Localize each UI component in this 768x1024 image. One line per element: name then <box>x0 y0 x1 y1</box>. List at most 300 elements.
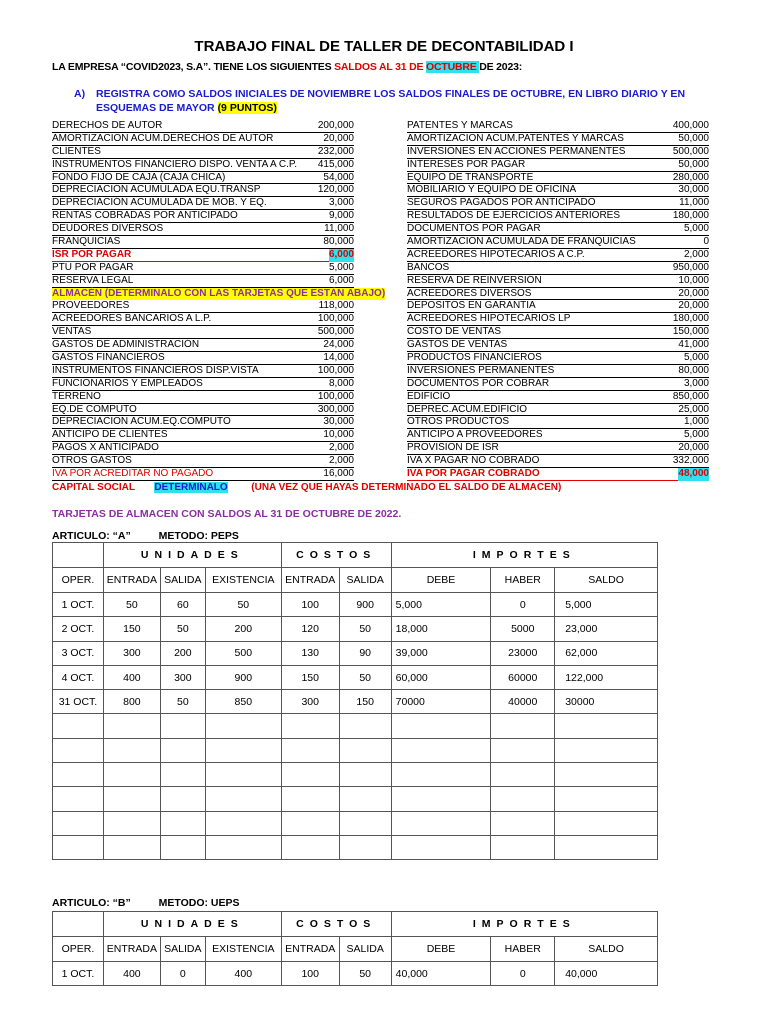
intro-month: OCTUBRE <box>426 61 480 73</box>
account-balance: 500,000 <box>317 326 354 338</box>
balance-row <box>407 172 709 185</box>
table-cell <box>160 714 205 738</box>
balance-row <box>407 313 709 326</box>
account-name: INTERESES POR PAGAR <box>407 158 526 170</box>
balance-row <box>407 133 709 146</box>
balance-row <box>407 339 709 352</box>
table-cell: 100 <box>281 593 339 617</box>
table-row <box>53 763 658 787</box>
table-cell <box>160 738 205 762</box>
group-header-unidades: UNIDADES <box>103 543 281 568</box>
balance-row <box>52 159 354 172</box>
table-row <box>53 665 658 689</box>
column-header: ENTRADA <box>281 568 339 593</box>
column-header: ENTRADA <box>103 937 160 962</box>
table-cell: 3 OCT. <box>53 641 104 665</box>
table-cell: 300 <box>160 665 205 689</box>
column-header: SALIDA <box>160 937 205 962</box>
table-cell <box>205 787 281 811</box>
table-cell: 150 <box>281 665 339 689</box>
table-cell <box>281 738 339 762</box>
balance-row <box>407 326 709 339</box>
table-cell <box>555 787 658 811</box>
table-cell: 5,000 <box>555 593 658 617</box>
table-cell: 200 <box>160 641 205 665</box>
table-cell <box>53 835 104 859</box>
table-cell <box>281 714 339 738</box>
account-name: DERECHOS DE AUTOR <box>52 120 163 131</box>
account-balance: 9,000 <box>328 210 354 222</box>
table-cell: 122,000 <box>555 665 658 689</box>
account-balance: 415,000 <box>317 158 354 170</box>
table-cell <box>53 763 104 787</box>
table-cell <box>205 835 281 859</box>
account-name: DEUDORES DIVERSOS <box>52 223 164 235</box>
capital-social-line <box>52 482 561 493</box>
table-cell <box>339 787 391 811</box>
table-cell <box>339 835 391 859</box>
table-cell <box>339 811 391 835</box>
table-cell <box>205 811 281 835</box>
balance-row <box>407 391 709 404</box>
account-name: ACREEDORES BANCARIOS A L.P. <box>52 313 212 325</box>
balance-row <box>52 429 354 442</box>
table-cell: 70000 <box>391 690 491 714</box>
article-b-heading <box>52 897 240 909</box>
intro-text: LA EMPRESA “COVID2023, S.A”. TIENE LOS SIGUIENTES <box>52 61 335 73</box>
table-cell: 1 OCT. <box>53 593 104 617</box>
table-cell: 1 OCT. <box>53 962 104 986</box>
table-cell <box>491 835 555 859</box>
account-name: FONDO FIJO DE CAJA (CAJA CHICA) <box>52 171 226 183</box>
table-row <box>53 962 658 986</box>
account-name: FRANQUICIAS <box>52 236 121 248</box>
table-cell: 5,000 <box>391 593 491 617</box>
table-cell: 100 <box>281 962 339 986</box>
account-balance: 80,000 <box>678 364 709 376</box>
table-cell <box>391 787 491 811</box>
table-cell <box>53 714 104 738</box>
account-balance: 41,000 <box>678 339 709 351</box>
account-name: FUNCIONARIOS Y EMPLEADOS <box>52 377 203 389</box>
account-balance: 30,000 <box>678 184 709 196</box>
table-cell <box>281 787 339 811</box>
account-balance: 100,000 <box>317 313 354 325</box>
table-cell <box>555 763 658 787</box>
table-cell: 4 OCT. <box>53 665 104 689</box>
account-balance: 6,000 <box>328 248 354 260</box>
balance-row <box>52 468 354 481</box>
account-balance: 850,000 <box>672 390 709 402</box>
account-balance: 5,000 <box>328 261 354 273</box>
table-cell: 850 <box>205 690 281 714</box>
tarjetas-title: TARJETAS DE ALMACEN CON SALDOS AL 31 DE OCTUBRE DE 2022. <box>52 508 402 520</box>
balances-right-column <box>407 120 709 481</box>
account-balance: 24,000 <box>323 339 354 351</box>
group-header-blank <box>53 912 104 937</box>
account-name: PATENTES Y MARCAS <box>407 120 513 131</box>
account-name: RESERVA DE REINVERSIÓN <box>407 274 542 286</box>
account-name: TERRENO <box>52 390 101 402</box>
table-cell <box>391 835 491 859</box>
balance-row <box>52 249 354 262</box>
table-cell: 31 OCT. <box>53 690 104 714</box>
account-balance: 300,000 <box>317 403 354 415</box>
table-cell <box>391 811 491 835</box>
table-cell <box>281 763 339 787</box>
table-cell <box>339 763 391 787</box>
account-name: IVA POR PAGAR COBRADO <box>407 468 540 480</box>
account-balance: 118,000 <box>318 300 354 312</box>
account-name: VENTAS <box>52 326 92 338</box>
account-balance: 50,000 <box>678 132 709 144</box>
article-b-method: METODO: UEPS <box>158 897 240 909</box>
balance-row <box>52 133 354 146</box>
column-header-row <box>53 568 658 593</box>
balance-row <box>407 236 709 249</box>
account-balance: 20,000 <box>678 442 709 454</box>
table-row <box>53 593 658 617</box>
table-cell: 50 <box>339 665 391 689</box>
table-cell: 400 <box>103 962 160 986</box>
table-cell <box>555 714 658 738</box>
balance-row <box>407 378 709 391</box>
account-name: DEPRECIACIÓN ACUMULADA EQU.TRANSP <box>52 184 261 196</box>
table-cell: 50 <box>103 593 160 617</box>
column-header: EXISTENCIA <box>205 568 281 593</box>
account-balance: 20,000 <box>323 132 354 144</box>
account-balance: 50,000 <box>678 158 709 170</box>
account-balance: 48,000 <box>678 468 709 480</box>
balance-row <box>407 249 709 262</box>
column-header: SALDO <box>555 568 658 593</box>
column-header: OPER. <box>53 568 104 593</box>
account-name: GASTOS DE ADMINISTRACIÓN <box>52 339 200 351</box>
table-cell: 62,000 <box>555 641 658 665</box>
account-name: ACREEDORES HIPOTECARIOS A C.P. <box>407 248 585 260</box>
column-header: SALIDA <box>339 937 391 962</box>
balance-row <box>52 210 354 223</box>
account-balance: 120,000 <box>317 184 354 196</box>
group-header-blank <box>53 543 104 568</box>
account-name: AMORTIZACIÓN ACUMULADA DE FRANQUICIAS <box>407 236 636 248</box>
account-name: CLIENTES <box>52 145 101 157</box>
table-row <box>53 714 658 738</box>
table-cell <box>491 811 555 835</box>
balance-row <box>407 197 709 210</box>
column-header: HABER <box>491 568 555 593</box>
table-row <box>53 787 658 811</box>
account-balance: 16,000 <box>323 468 354 480</box>
account-balance: 3,000 <box>683 377 709 389</box>
group-header-importes: IMPORTES <box>391 912 657 937</box>
account-name: PTU POR PAGAR <box>52 261 134 273</box>
instruction-points: (9 PUNTOS) <box>217 102 277 114</box>
table-cell <box>53 738 104 762</box>
balance-row <box>52 455 354 468</box>
balance-row <box>52 339 354 352</box>
table-cell <box>491 763 555 787</box>
account-balance: 950,000 <box>672 261 709 273</box>
balance-row <box>52 223 354 236</box>
table-cell: 50 <box>205 593 281 617</box>
account-balance: 5,000 <box>683 429 709 441</box>
account-balance: 100,000 <box>317 390 354 402</box>
table-cell <box>53 811 104 835</box>
kardex-table-a <box>52 542 658 860</box>
table-cell <box>103 714 160 738</box>
balance-row <box>52 146 354 159</box>
table-cell: 300 <box>281 690 339 714</box>
balance-row <box>407 429 709 442</box>
table-cell: 60,000 <box>391 665 491 689</box>
balance-row <box>407 262 709 275</box>
account-name: INSTRUMENTOS FINANCIEROS DISP.VISTA <box>52 364 259 376</box>
account-balance: 80,000 <box>323 236 354 248</box>
account-balance: 232,000 <box>317 145 354 157</box>
column-header: SALIDA <box>160 568 205 593</box>
account-balance: 200,000 <box>317 120 354 131</box>
table-cell: 39,000 <box>391 641 491 665</box>
balances-left-column <box>52 120 386 481</box>
table-cell <box>53 787 104 811</box>
balance-row <box>407 120 709 133</box>
balance-row <box>407 468 709 481</box>
account-name: BANCOS <box>407 261 450 273</box>
account-name: ISR POR PAGAR <box>52 248 132 260</box>
table-cell: 90 <box>339 641 391 665</box>
balance-row <box>52 236 354 249</box>
account-balance: 150,000 <box>672 326 709 338</box>
table-cell <box>103 835 160 859</box>
account-balance: 11,000 <box>679 197 709 209</box>
account-name: PROVISION DE ISR <box>407 442 499 454</box>
table-row <box>53 738 658 762</box>
account-name: DOCUMENTOS POR PAGAR <box>407 223 541 235</box>
account-balance: 3,000 <box>328 197 354 209</box>
table-cell: 40,000 <box>555 962 658 986</box>
balance-row <box>407 146 709 159</box>
table-cell: 120 <box>281 617 339 641</box>
capital-determinalo: DETERMINALO <box>154 482 228 493</box>
article-a-heading <box>52 530 239 542</box>
account-name: AMORTIZACION ACUM.DERECHOS DE AUTOR <box>52 132 274 144</box>
group-header-unidades: UNIDADES <box>103 912 281 937</box>
account-balance: 10,000 <box>323 429 354 441</box>
table-cell <box>281 835 339 859</box>
kardex-table-b <box>52 911 658 986</box>
column-header: ENTRADA <box>103 568 160 593</box>
account-balance: 280,000 <box>672 171 709 183</box>
table-cell <box>205 763 281 787</box>
account-balance: 400,000 <box>672 120 709 131</box>
account-name: INVERSIONES EN ACCIONES PERMANENTES <box>407 145 626 157</box>
account-name: RENTAS COBRADAS POR ANTICIPADO <box>52 210 238 222</box>
account-name: PROVEEDORES <box>52 300 130 312</box>
table-cell <box>205 738 281 762</box>
account-balance: 11,000 <box>324 223 354 235</box>
balance-row <box>52 391 354 404</box>
group-header-importes: IMPORTES <box>391 543 657 568</box>
table-cell: 30000 <box>555 690 658 714</box>
account-balance: 6,000 <box>328 274 354 286</box>
account-name: PRODUCTOS FINANCIEROS <box>407 352 542 364</box>
column-header: HABER <box>491 937 555 962</box>
intro-year: DE 2023: <box>479 61 523 73</box>
group-header-row <box>53 912 658 937</box>
table-cell <box>491 714 555 738</box>
table-cell: 18,000 <box>391 617 491 641</box>
account-balance: 5,000 <box>683 223 709 235</box>
account-name: ALMACÉN (DETERMINALO CON LAS TARJETAS QUE ESTÁN ABAJO) <box>52 287 386 299</box>
balance-row <box>52 262 354 275</box>
account-balance: 2,000 <box>328 455 354 467</box>
account-name: RESULTADOS DE EJERCICIOS ANTERIORES <box>407 210 621 222</box>
table-cell: 0 <box>491 962 555 986</box>
balance-row <box>52 378 354 391</box>
table-cell <box>391 714 491 738</box>
account-name: MOBILIARIO Y EQUIPO DE OFICINA <box>407 184 577 196</box>
table-cell <box>391 738 491 762</box>
balance-row <box>52 120 354 133</box>
account-balance: 20,000 <box>678 287 709 299</box>
document-title: TRABAJO FINAL DE TALLER DE DECONTABILIDAD I <box>194 38 574 55</box>
intro-line <box>52 61 522 73</box>
balance-row <box>52 287 386 301</box>
table-cell: 200 <box>205 617 281 641</box>
account-name: IVA POR ACREDITAR NO PAGADO <box>52 468 214 480</box>
table-cell: 150 <box>339 690 391 714</box>
table-cell: 23000 <box>491 641 555 665</box>
table-cell <box>103 763 160 787</box>
balance-row <box>407 275 709 288</box>
column-header-row <box>53 937 658 962</box>
column-header: ENTRADA <box>281 937 339 962</box>
table-cell <box>160 763 205 787</box>
account-balance: 5,000 <box>683 352 709 364</box>
table-cell: 300 <box>103 641 160 665</box>
account-name: DEPOSITOS EN GARANTIA <box>407 300 536 312</box>
capital-note: (UNA VEZ QUE HAYAS DETERMINADO EL SALDO DE ALMACEN) <box>251 482 562 493</box>
account-name: ANTICIPO A PROVEEDORES <box>407 429 543 441</box>
account-name: OTROS PRODUCTOS <box>407 416 510 428</box>
account-name: ACREEDORES DIVERSOS <box>407 287 532 299</box>
account-balance: 500,000 <box>672 145 709 157</box>
table-cell: 40,000 <box>391 962 491 986</box>
account-name: SEGUROS PAGADOS POR ANTICIPADO <box>407 197 596 209</box>
table-cell <box>339 738 391 762</box>
table-cell: 2 OCT. <box>53 617 104 641</box>
account-name: DEPREC.ACUM.EDIFICIO <box>407 403 528 415</box>
account-name: DEPRECIACIÓN ACUMULADA DE MOB. Y EQ. <box>52 197 267 209</box>
balance-row <box>407 365 709 378</box>
table-cell <box>160 835 205 859</box>
intro-saldos: SALDOS AL 31 DE <box>334 61 427 73</box>
balance-row <box>52 404 354 417</box>
table-cell <box>103 787 160 811</box>
balance-row <box>52 416 354 429</box>
account-balance: 10,000 <box>678 274 709 286</box>
article-a-label: ARTICULO: “A” <box>52 530 131 542</box>
account-balance: 180,000 <box>672 313 709 325</box>
table-row <box>53 835 658 859</box>
account-balance: 2,000 <box>328 442 354 454</box>
table-row <box>53 690 658 714</box>
capital-label: CAPITAL SOCIAL <box>52 482 135 493</box>
account-name: IVA X PAGAR NO COBRADO <box>407 455 540 467</box>
table-cell <box>160 811 205 835</box>
account-name: ANTICIPO DE CLIENTES <box>52 429 168 441</box>
account-balance: 100,000 <box>317 364 354 376</box>
account-balance: 25,000 <box>678 403 709 415</box>
account-name: INVERSIONES PERMANENTES <box>407 364 555 376</box>
column-header: DEBE <box>391 937 491 962</box>
balance-row <box>52 313 354 326</box>
account-name: DEPRECIACION ACUM.EQ.COMPUTO <box>52 416 231 428</box>
table-row <box>53 811 658 835</box>
table-cell: 400 <box>205 962 281 986</box>
instruction-a <box>74 87 704 115</box>
group-header-costos: COSTOS <box>281 912 391 937</box>
account-balance: 180,000 <box>672 210 709 222</box>
account-name: OTROS GASTOS <box>52 455 132 467</box>
table-row <box>53 641 658 665</box>
table-cell <box>103 738 160 762</box>
table-cell: 60 <box>160 593 205 617</box>
balance-row <box>407 159 709 172</box>
account-name: EDIFICIO <box>407 390 451 402</box>
column-header: SALIDA <box>339 568 391 593</box>
column-header: OPER. <box>53 937 104 962</box>
balance-row <box>52 197 354 210</box>
table-cell: 500 <box>205 641 281 665</box>
table-cell <box>160 787 205 811</box>
account-balance: 2,000 <box>683 248 709 260</box>
table-cell: 150 <box>103 617 160 641</box>
account-balance: 54,000 <box>323 171 354 183</box>
instruction-text: REGISTRA COMO SALDOS INICIALES DE NOVIEMBRE LOS SALDOS FINALES DE OCTUBRE, EN LIBRO DIARIO Y EN ESQUEMAS DE MAYOR <box>96 88 686 114</box>
table-cell <box>491 787 555 811</box>
balance-row <box>407 404 709 417</box>
table-cell <box>205 714 281 738</box>
balance-row <box>52 275 354 288</box>
table-cell: 0 <box>160 962 205 986</box>
table-cell: 130 <box>281 641 339 665</box>
balance-row <box>52 442 354 455</box>
table-cell: 900 <box>339 593 391 617</box>
table-cell: 60000 <box>491 665 555 689</box>
table-cell <box>391 763 491 787</box>
balance-row <box>407 455 709 468</box>
account-balance: 1,000 <box>683 416 709 428</box>
account-name: EQ.DE COMPUTO <box>52 403 137 415</box>
article-b-label: ARTICULO: “B” <box>52 897 131 909</box>
balance-row <box>407 416 709 429</box>
table-cell: 50 <box>160 690 205 714</box>
account-name: ACREEDORES HIPOTECARIOS LP <box>407 313 571 325</box>
account-name: GASTOS FINANCIEROS <box>52 352 165 364</box>
table-cell <box>339 714 391 738</box>
balance-row <box>52 326 354 339</box>
balance-row <box>407 184 709 197</box>
balance-row <box>52 352 354 365</box>
account-name: EQUIPO DE TRANSPORTE <box>407 171 534 183</box>
instruction-letter: A) <box>74 88 86 100</box>
balance-row <box>52 184 354 197</box>
balance-row <box>407 288 709 301</box>
account-name: AMORTIZACION ACUM.PATENTES Y MARCAS <box>407 132 624 144</box>
table-cell: 900 <box>205 665 281 689</box>
